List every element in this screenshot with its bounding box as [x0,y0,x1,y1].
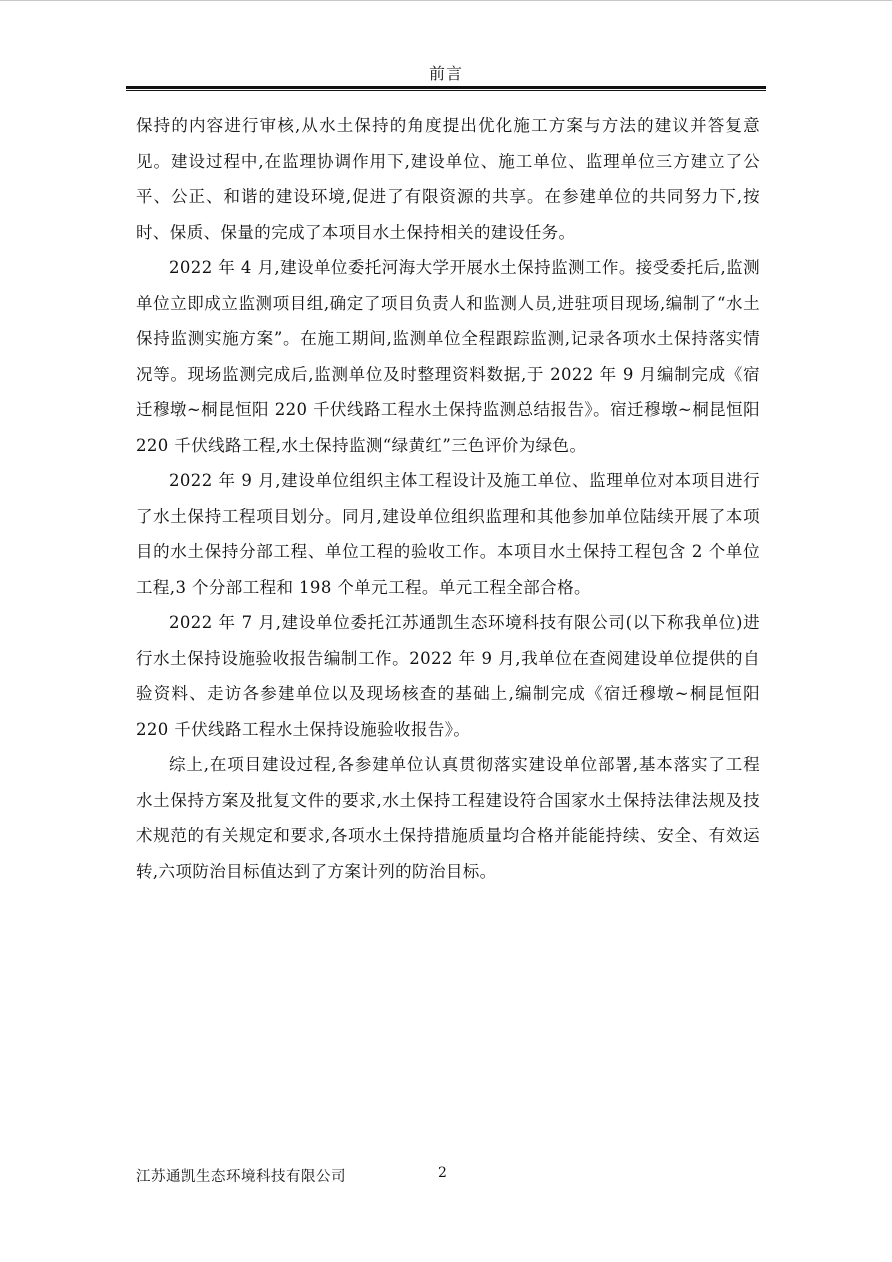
document-body [136,108,760,889]
paragraph-continuation: 保持的内容进行审核,从水土保持的角度提出优化施工方案与方法的建议并答复意见。建设过程中,在监理协调作用下,建设单位、施工单位、监理单位三方建立了公平、公正、和谐的建设环境,促进了有限资源的共享。在参建单位的共同努力下,按时、保质、保量的完成了本项目水土保持相关的建设任务。 [136,116,760,242]
paragraph-monitoring: 2022 年 4 月,建设单位委托河海大学开展水土保持监测工作。接受委托后,监测单位立即成立监测项目组,确定了项目负责人和监测人员,进驻项目现场,编制了“水土保持监测实施方案”。在施工期间,监测单位全程跟踪监测,记录各项水土保持落实情况等。现场监测完成后,监测单位及时整理资料数据,于 2022 年 9 月编制完成《宿迁穆墩~桐昆恒阳 220 千伏线路工程水土保持监测总结报告》。宿迁穆墩~桐昆恒阳 220 千伏线路工程,水土保持监测“绿黄红”三色评价为绿色。 [136,258,760,455]
page-top-border [0,0,892,1]
paragraph-acceptance-report: 2022 年 7 月,建设单位委托江苏通凯生态环境科技有限公司(以下称我单位)进行水土保持设施验收报告编制工作。2022 年 9 月,我单位在查阅建设单位提供的自验资料、走访各参建单位以及现场核查的基础上,编制完成《宿迁穆墩~桐昆恒阳 220 千伏线路工程水土保持设施验收报告》。 [136,613,760,739]
header-rule-thin [126,90,766,91]
header-rule-thick [126,86,766,89]
paragraph-project-division: 2022 年 9 月,建设单位组织主体工程设计及施工单位、监理单位对本项目进行了水土保持工程项目划分。同月,建设单位组织监理和其他参加单位陆续开展了本项目的水土保持分部工程、单位工程的验收工作。本项目水土保持工程包含 2 个单位工程,3 个分部工程和 198 个单元工程。单元工程全部合格。 [136,471,760,597]
paragraph-summary: 综上,在项目建设过程,各参建单位认真贯彻落实建设单位部署,基本落实了工程水土保持方案及批复文件的要求,水土保持工程建设符合国家水土保持法律法规及技术规范的有关规定和要求,各项水土保持措施质量均合格并能能持续、安全、有效运转,六项防治目标值达到了方案计列的防治目标。 [136,755,760,881]
page-header-title: 前言 [428,64,463,83]
footer-company-name: 江苏通凯生态环境科技有限公司 [136,1169,346,1185]
footer-page-number: 2 [438,1165,447,1181]
